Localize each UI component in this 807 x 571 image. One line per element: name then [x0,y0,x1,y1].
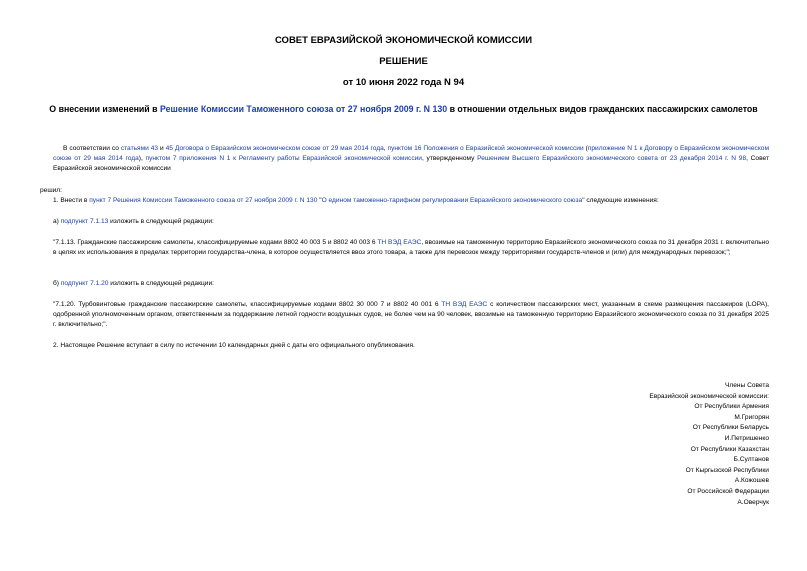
signature-line: А.Кожошев [734,477,769,485]
signature-line: А.Оверчук [737,498,769,506]
link-supreme-council-decision[interactable]: Решением Высшего Евразийского экономического совета от 23 декабря 2014 г. N 98 [477,155,747,163]
quote-7-1-20 [53,300,769,331]
link-subpoint-7-1-13[interactable]: подпункт 7.1.13 [60,218,109,225]
link-rules-p7[interactable]: пунктом 7 приложения N 1 к Регламенту работы Евразийской экономической комиссии [145,155,422,163]
item-1 [53,196,769,206]
link-articles-43[interactable]: статьями 43 [120,145,159,152]
preamble-text: ), [138,155,146,163]
issuing-body: СОВЕТ ЕВРАЗИЙСКОЙ ЭКОНОМИЧЕСКОЙ КОМИССИИ [274,35,533,46]
signature-line: Члены Совета [724,382,769,389]
preamble-paragraph [53,144,769,175]
item-1-text: " следующие изменения: [582,197,659,204]
signature-line: От Республики Армения [694,403,769,411]
signature-line: От Российской Федерации [687,487,769,495]
signature-line: От Республики Беларусь [692,424,769,432]
item-a-text: изложить в следующей редакции: [108,218,214,225]
link-subpoint-7-1-20[interactable]: подпункт 7.1.20 [60,280,109,287]
link-regulation-p16[interactable]: пунктом 16 Положения о Евразийской экономической комиссии [387,145,584,152]
title-link[interactable]: Решение Комиссии Таможенного союза от 27 ноября 2009 г. N 130 [160,104,448,114]
preamble-text: В соответствии со [63,145,121,152]
preamble-text: , Совет Евразийской экономической комиссии [53,155,769,173]
link-treaty-art45[interactable]: 45 Договора о Евразийском экономическом союзе от 29 мая 2014 года [165,145,384,152]
signature-line: От Кыргызской Республики [685,466,769,474]
item-1-text: 1. Внести в [53,197,90,204]
link-treaty-annex1[interactable]: приложение N 1 к Договору о Евразийском экономическом союзе от 29 мая 2014 года [53,145,769,163]
signature-line: Евразийской экономической комиссии: [649,392,769,400]
preamble-text: ( [583,145,588,152]
link-tn-ved-eaes[interactable]: ТН ВЭД ЕАЭС [441,301,488,308]
decided-label: решил: [40,187,62,194]
item-a-text: а) [53,218,61,225]
preamble-text: и [158,145,166,152]
item-a [53,217,769,227]
item-1-text: " [317,197,322,204]
title-suffix: в отношении отдельных видов гражданских пассажирских самолетов [447,104,758,114]
item-b [53,279,769,289]
preamble-text: , [383,145,388,152]
link-tn-ved-eaes[interactable]: ТН ВЭД ЕАЭС [377,239,422,246]
document-title [30,103,777,115]
item-b-text: изложить в следующей редакции: [108,280,214,287]
document-date-number: от 10 июня 2022 года N 94 [342,77,465,88]
signature-block [469,381,769,508]
quote-a-text: "7.1.13. Гражданские пассажирские самолеты, классифицируемые кодами 8802 40 003 5 и 8802 40 003 6 [53,239,378,246]
quote-7-1-13 [53,238,769,258]
signature-line: Б.Султанов [733,456,769,464]
link-decision-p7[interactable]: пункт 7 Решения Комиссии Таможенного союза от 27 ноября 2009 г. N 130 [89,197,318,204]
document-type: РЕШЕНИЕ [379,56,428,67]
item-2: 2. Настоящее Решение вступает в силу по истечении 10 календарных дней с даты его официального опубликования. [53,342,415,349]
item-b-text: б) [53,280,61,287]
title-prefix: О внесении изменений в [49,104,161,114]
link-tariff-regulation[interactable]: О едином таможенно-тарифном регулировании Евразийского экономического союза [321,197,583,204]
quote-a-text: , ввозимые на таможенную территорию Евразийского экономического союза по 31 декабря 2031 г. включительно в целях их использования в пределах территории государства-члена, в которое осуществляется ввоз этого товара, а также для перевозок между территориями государств-членов и (или) для международных перевозок;"; [53,239,769,257]
quote-b-text: с количеством пассажирских мест, указанным в схеме размещения пассажиров (LOPA), одобренной уполномоченным органом, ответственным за поддержание летной годности воздушных судов, не более чем на 90 человек, ввозимые на таможенную территорию Евразийского экономического союза по 31 декабря 2025 г. включительно;". [53,301,769,329]
signature-line: От Республики Казахстан [690,445,769,453]
quote-b-text: "7.1.20. Турбовинтовые гражданские пассажирские самолеты, классифицируемые кодами 8802 30 000 7 и 8802 40 001 6 [53,301,442,308]
signature-line: М.Григорян [734,413,769,421]
preamble-text: , утвержденному [421,155,478,163]
signature-line: И.Петришенко [724,434,769,442]
